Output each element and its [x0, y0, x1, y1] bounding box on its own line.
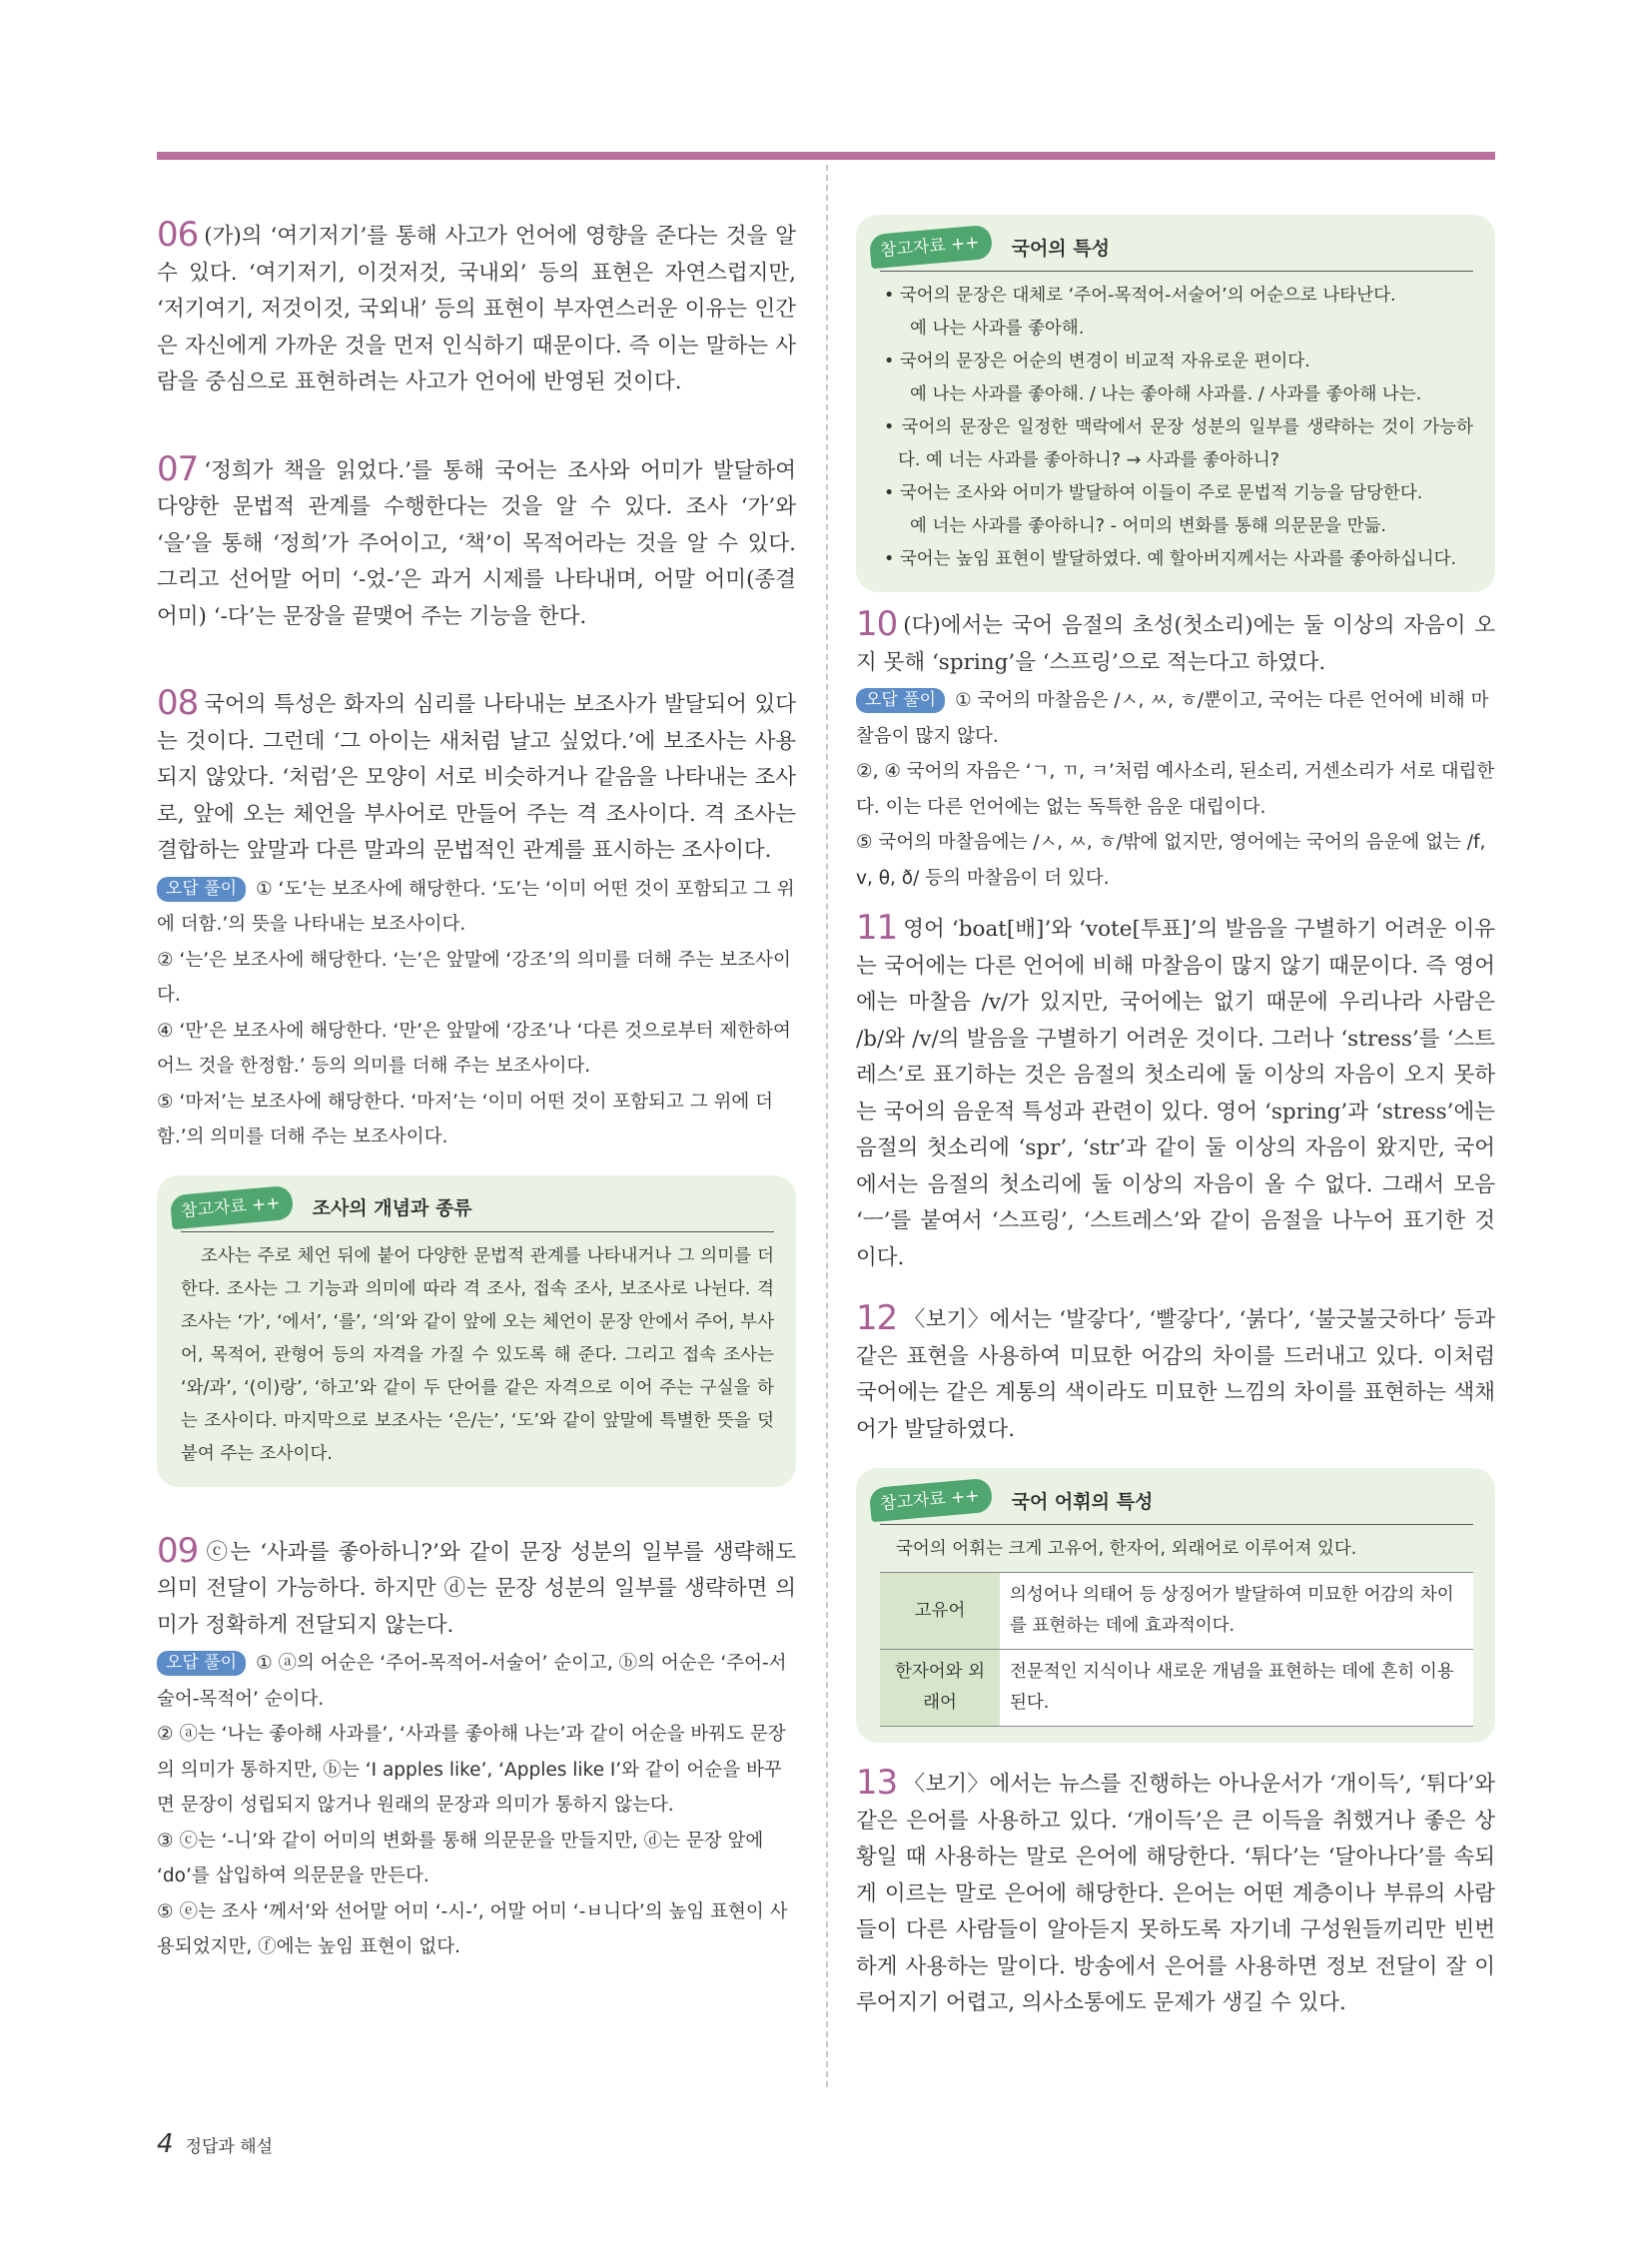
list-item: • 국어의 문장은 어순의 변경이 비교적 자유로운 편이다. — [884, 352, 1310, 372]
page-footer — [157, 2129, 273, 2159]
right-column — [856, 205, 1495, 2022]
reference-box-header — [181, 1187, 774, 1227]
answer-06 — [157, 217, 796, 401]
table-row-header: 한자어와 외래어 — [880, 1650, 1000, 1727]
question-number: 10 — [856, 604, 898, 644]
reference-title: 국어 어휘의 특성 — [1011, 1490, 1154, 1513]
note-line: ② ‘는’은 보조사에 해당한다. ‘는’은 앞말에 ‘강조’의 의미를 더해 주는 보조사이다. — [157, 949, 791, 1006]
question-number: 07 — [157, 448, 199, 489]
note-line: ②, ④ 국어의 자음은 ‘ㄱ, ㄲ, ㅋ’처럼 예사소리, 된소리, 거센소리가 서로 대립한다. 이는 다른 언어에는 없는 독특한 음운 대립이다. — [856, 761, 1495, 818]
table-cell: 의성어나 의태어 등 상징어가 발달하여 미묘한 어감의 차이를 표현하는 데에 효과적이다. — [1000, 1573, 1473, 1650]
vocabulary-table — [880, 1572, 1473, 1727]
answer-text: ⓒ는 ‘사과를 좋아하니?’와 같이 문장 성분의 일부를 생략해도 의미 전달이 가능하다. 하지만 ⓓ는 문장 성분의 일부를 생략하면 의미가 정확하게 전달되지 않는다. — [157, 1539, 796, 1638]
note-line: ⑤ ⓔ는 조사 ‘께서’와 선어말 어미 ‘-시-’, 어말 어미 ‘-ㅂ니다’의 높임 표현이 사용되었지만, ⓕ에는 높임 표현이 없다. — [157, 1900, 788, 1957]
footer-label: 정답과 해설 — [185, 2137, 274, 2157]
list-example: 예 나는 사과를 좋아해. / 나는 좋아해 사과를. / 사과를 좋아해 나는. — [910, 384, 1422, 404]
reference-list — [880, 280, 1473, 576]
note-line: ② ⓐ는 ‘나는 좋아해 사과를’, ‘사과를 좋아해 나는’과 같이 어순을 바꿔도 문장의 의미가 통하지만, ⓑ는 ‘I apples like’, ‘Apples like I’와 같이 어순을 바꾸면 문장이 성립되지 않거나 원래의 문장과 의미가 통하지 않는다. — [157, 1724, 786, 1816]
reference-box-header — [880, 1480, 1473, 1520]
answer-text: 영어 ‘boat[배]’와 ‘vote[투표]’의 발음을 구별하기 어려운 이유는 국어에는 다른 언어에 비해 마찰음이 많지 않기 때문이다. 즉 영어에는 마찰음 /v/가 있지만, 국어에는 없기 때문에 우리나라 사람은 /b/와 /v/의 발음을 구별하기 어려운 것이다. 그러나 ‘stress’를 ‘스트레스’로 표기하는 것은 음절의 첫소리에 둘 이상의 자음이 오지 못하는 국어의 음운적 특성과 관련이 있다. 영어 ‘spring’과 ‘stress’에는 음절의 첫소리에 ‘spr’, ‘str’과 같이 둘 이상의 자음이 왔지만, 국어에서는 음절의 첫소리에 둘 이상의 자음이 올 수 없다. 그래서 모음 ‘ㅡ’를 붙여서 ‘스프링’, ‘스트레스’와 같이 음절을 나누어 표기한 것이다. — [856, 917, 1495, 1270]
table-row — [880, 1650, 1473, 1727]
note-line: 오답 풀이 ① ‘도’는 보조사에 해당한다. ‘도’는 ‘이미 어떤 것이 포함되고 그 위에 더함.’의 뜻을 나타내는 보조사이다. — [157, 878, 795, 935]
table-row-header: 고유어 — [880, 1573, 1000, 1650]
question-number: 06 — [157, 215, 199, 255]
answer-text: 〈보기〉에서는 뉴스를 진행하는 아나운서가 ‘개이득’, ‘튀다’와 같은 은어를 사용하고 있다. ‘개이득’은 큰 이득을 취했거나 좋은 상황일 때 사용하는 말로 은어에 해당한다. ‘튀다’는 ‘달아나다’를 속되게 이르는 말로 은어에 해당한다. 은어는 어떤 계층이나 부류의 사람들이 다른 사람들이 알아듣지 못하도록 자기네 구성원들끼리만 빈번하게 사용하는 말이다. 방송에서 은어를 사용하면 정보 전달이 잘 이루어지기 어렵고, 의사소통에도 문제가 생길 수 있다. — [856, 1772, 1495, 2015]
answer-10 — [856, 606, 1495, 681]
answer-text: ‘정희가 책을 읽었다.’를 통해 국어는 조사와 어미가 발달하여 다양한 문법적 관계를 수행한다는 것을 알 수 있다. 조사 ‘가’와 ‘을’을 통해 ‘정희’가 주어이고, ‘책’이 목적어라는 것을 알 수 있다. 그리고 선어말 어미 ‘-었-’은 과거 시제를 나타내며, 어말 어미(종결 어미) ‘-다’는 문장을 끝맺어 주는 기능을 한다. — [157, 457, 796, 629]
question-number: 08 — [157, 683, 199, 723]
box-rule — [181, 1231, 774, 1232]
reference-intro: 국어의 어휘는 크게 고유어, 한자어, 외래어로 이루어져 있다. — [896, 1539, 1357, 1559]
note-line: 오답 풀이 ① 국어의 마찰음은 /ㅅ, ㅆ, ㅎ/뿐이고, 국어는 다른 언어에 비해 마찰음이 많지 않다. — [856, 690, 1489, 747]
list-item: • 국어의 문장은 일정한 맥락에서 문장 성분의 일부를 생략하는 것이 가능하다. 예 너는 사과를 좋아하니? → 사과를 좋아하니? — [884, 417, 1473, 470]
answer-07 — [157, 448, 796, 636]
note-line: ④ ‘만’은 보조사에 해당한다. ‘만’은 앞말에 ‘강조’나 ‘다른 것으로부터 제한하여 어느 것을 한정함.’ 등의 의미를 더해 주는 보조사이다. — [157, 1020, 791, 1077]
answer-text: 〈보기〉에서는 ‘발갛다’, ‘빨갛다’, ‘붉다’, ‘불긋불긋하다’ 등과 같은 표현을 사용하여 미묘한 어감의 차이를 드러내고 있다. 이처럼 국어에는 같은 계통의 색이라도 미묘한 느낌의 차이를 표현하는 색채어가 발달하였다. — [856, 1307, 1495, 1442]
note-line: ⑤ ‘마저’는 보조사에 해당한다. ‘마저’는 ‘이미 어떤 것이 포함되고 그 위에 더함.’의 의미를 더해 주는 보조사이다. — [157, 1091, 773, 1147]
reference-title: 조사의 개념과 종류 — [312, 1197, 472, 1219]
reference-badge: 참고자료 ++ — [869, 1478, 993, 1522]
answer-12 — [856, 1300, 1495, 1448]
reference-box-vocabulary — [856, 1468, 1495, 1743]
answer-13 — [856, 1765, 1495, 2022]
wrong-answer-tag: 오답 풀이 — [157, 877, 246, 902]
wrong-answer-explanation-08 — [157, 872, 796, 1155]
answer-11 — [856, 910, 1495, 1276]
reference-text: 조사는 주로 체언 뒤에 붙어 다양한 문법적 관계를 나타내거나 그 의미를 더한다. 조사는 그 기능과 의미에 따라 격 조사, 접속 조사, 보조사로 나뉜다. 격 조사는 ‘가’, ‘에서’, ‘를’, ‘의’와 같이 앞에 오는 체언이 문장 안에서 주어, 부사어, 목적어, 관형어 등의 자격을 가질 수 있도록 해 준다. 그리고 접속 조사는 ‘와/과’, ‘(이)랑’, ‘하고’와 같이 두 단어를 같은 자격으로 이어 주는 구실을 하는 조사이다. 마지막으로 보조사는 ‘은/는’, ‘도’와 같이 앞말에 특별한 뜻을 덧붙여 주는 조사이다. — [181, 1245, 774, 1464]
answer-text: (가)의 ‘여기저기’를 통해 사고가 언어에 영향을 준다는 것을 알 수 있다. ‘여기저기, 이것저것, 국내외’ 등의 표현은 자연스럽지만, ‘저기여기, 저것이것, 국외내’ 등의 표현이 부자연스러운 이유는 인간은 자신에게 가까운 것을 먼저 인식하기 때문이다. 즉 이는 말하는 사람을 중심으로 표현하려는 사고가 언어에 반영된 것이다. — [157, 224, 796, 394]
table-cell: 전문적인 지식이나 새로운 개념을 표현하는 데에 흔히 이용된다. — [1000, 1650, 1473, 1727]
reference-badge: 참고자료 ++ — [170, 1184, 294, 1228]
box-rule — [880, 271, 1473, 272]
reference-badge: 참고자료 ++ — [869, 225, 993, 269]
list-item: • 국어는 조사와 어미가 발달하여 이들이 주로 문법적 기능을 담당한다. — [884, 483, 1423, 503]
list-item: • 국어의 문장은 대체로 ‘주어-목적어-서술어’의 어순으로 나타난다. — [884, 286, 1396, 306]
reference-title: 국어의 특성 — [1011, 237, 1110, 260]
reference-box-korean-features — [856, 215, 1495, 592]
note-line: ③ ⓒ는 ‘-니’와 같이 어미의 변화를 통해 의문문을 만들지만, ⓓ는 문장 앞에 ‘do’를 삽입하여 의문문을 만든다. — [157, 1830, 764, 1886]
answer-08 — [157, 685, 796, 870]
left-column — [157, 205, 796, 1965]
column-divider — [826, 165, 828, 2087]
note-line: ⑤ 국어의 마찰음에는 /ㅅ, ㅆ, ㅎ/밖에 없지만, 영어에는 국어의 음운에 없는 /f, v, θ, ð/ 등의 마찰음이 더 있다. — [856, 832, 1486, 889]
answer-text: (다)에서는 국어 음절의 초성(첫소리)에는 둘 이상의 자음이 오지 못해 ‘spring’을 ‘스프링’으로 적는다고 하였다. — [856, 613, 1495, 675]
list-item: • 국어는 높임 표현이 발달하였다. 예 할아버지께서는 사과를 좋아하십니다. — [884, 549, 1457, 569]
reference-box-header — [880, 227, 1473, 267]
note-line: 오답 풀이 ① ⓐ의 어순은 ‘주어-목적어-서술어’ 순이고, ⓑ의 어순은 ‘주어-서술어-목적어’ 순이다. — [157, 1653, 787, 1710]
question-number: 12 — [856, 1298, 898, 1338]
wrong-answer-tag: 오답 풀이 — [856, 688, 945, 713]
reference-box-particles — [157, 1175, 796, 1487]
box-rule — [880, 1524, 1473, 1525]
question-number: 13 — [856, 1763, 898, 1803]
answer-09 — [157, 1530, 796, 1645]
question-number: 09 — [157, 1530, 199, 1571]
table-row — [880, 1573, 1473, 1650]
list-example: 예 너는 사과를 좋아하니? - 어미의 변화를 통해 의문문을 만듦. — [910, 516, 1386, 536]
list-example: 예 나는 사과를 좋아해. — [910, 319, 1085, 339]
header-rule — [157, 152, 1495, 160]
wrong-answer-explanation-09 — [157, 1646, 796, 1965]
answer-text: 국어의 특성은 화자의 심리를 나타내는 보조사가 발달되어 있다는 것이다. 그런데 ‘그 아이는 새처럼 날고 싶었다.’에 보조사는 사용되지 않았다. ‘처럼’은 모양이 서로 비슷하거나 같음을 나타내는 조사로, 앞에 오는 체언을 부사어로 만들어 주는 격 조사이다. 격 조사는 결합하는 앞말과 다른 말과의 문법적인 관계를 표시하는 조사이다. — [157, 692, 796, 863]
page-number: 4 — [157, 2129, 174, 2159]
wrong-answer-explanation-10 — [856, 683, 1495, 896]
question-number: 11 — [856, 908, 898, 948]
wrong-answer-tag: 오답 풀이 — [157, 1651, 246, 1676]
